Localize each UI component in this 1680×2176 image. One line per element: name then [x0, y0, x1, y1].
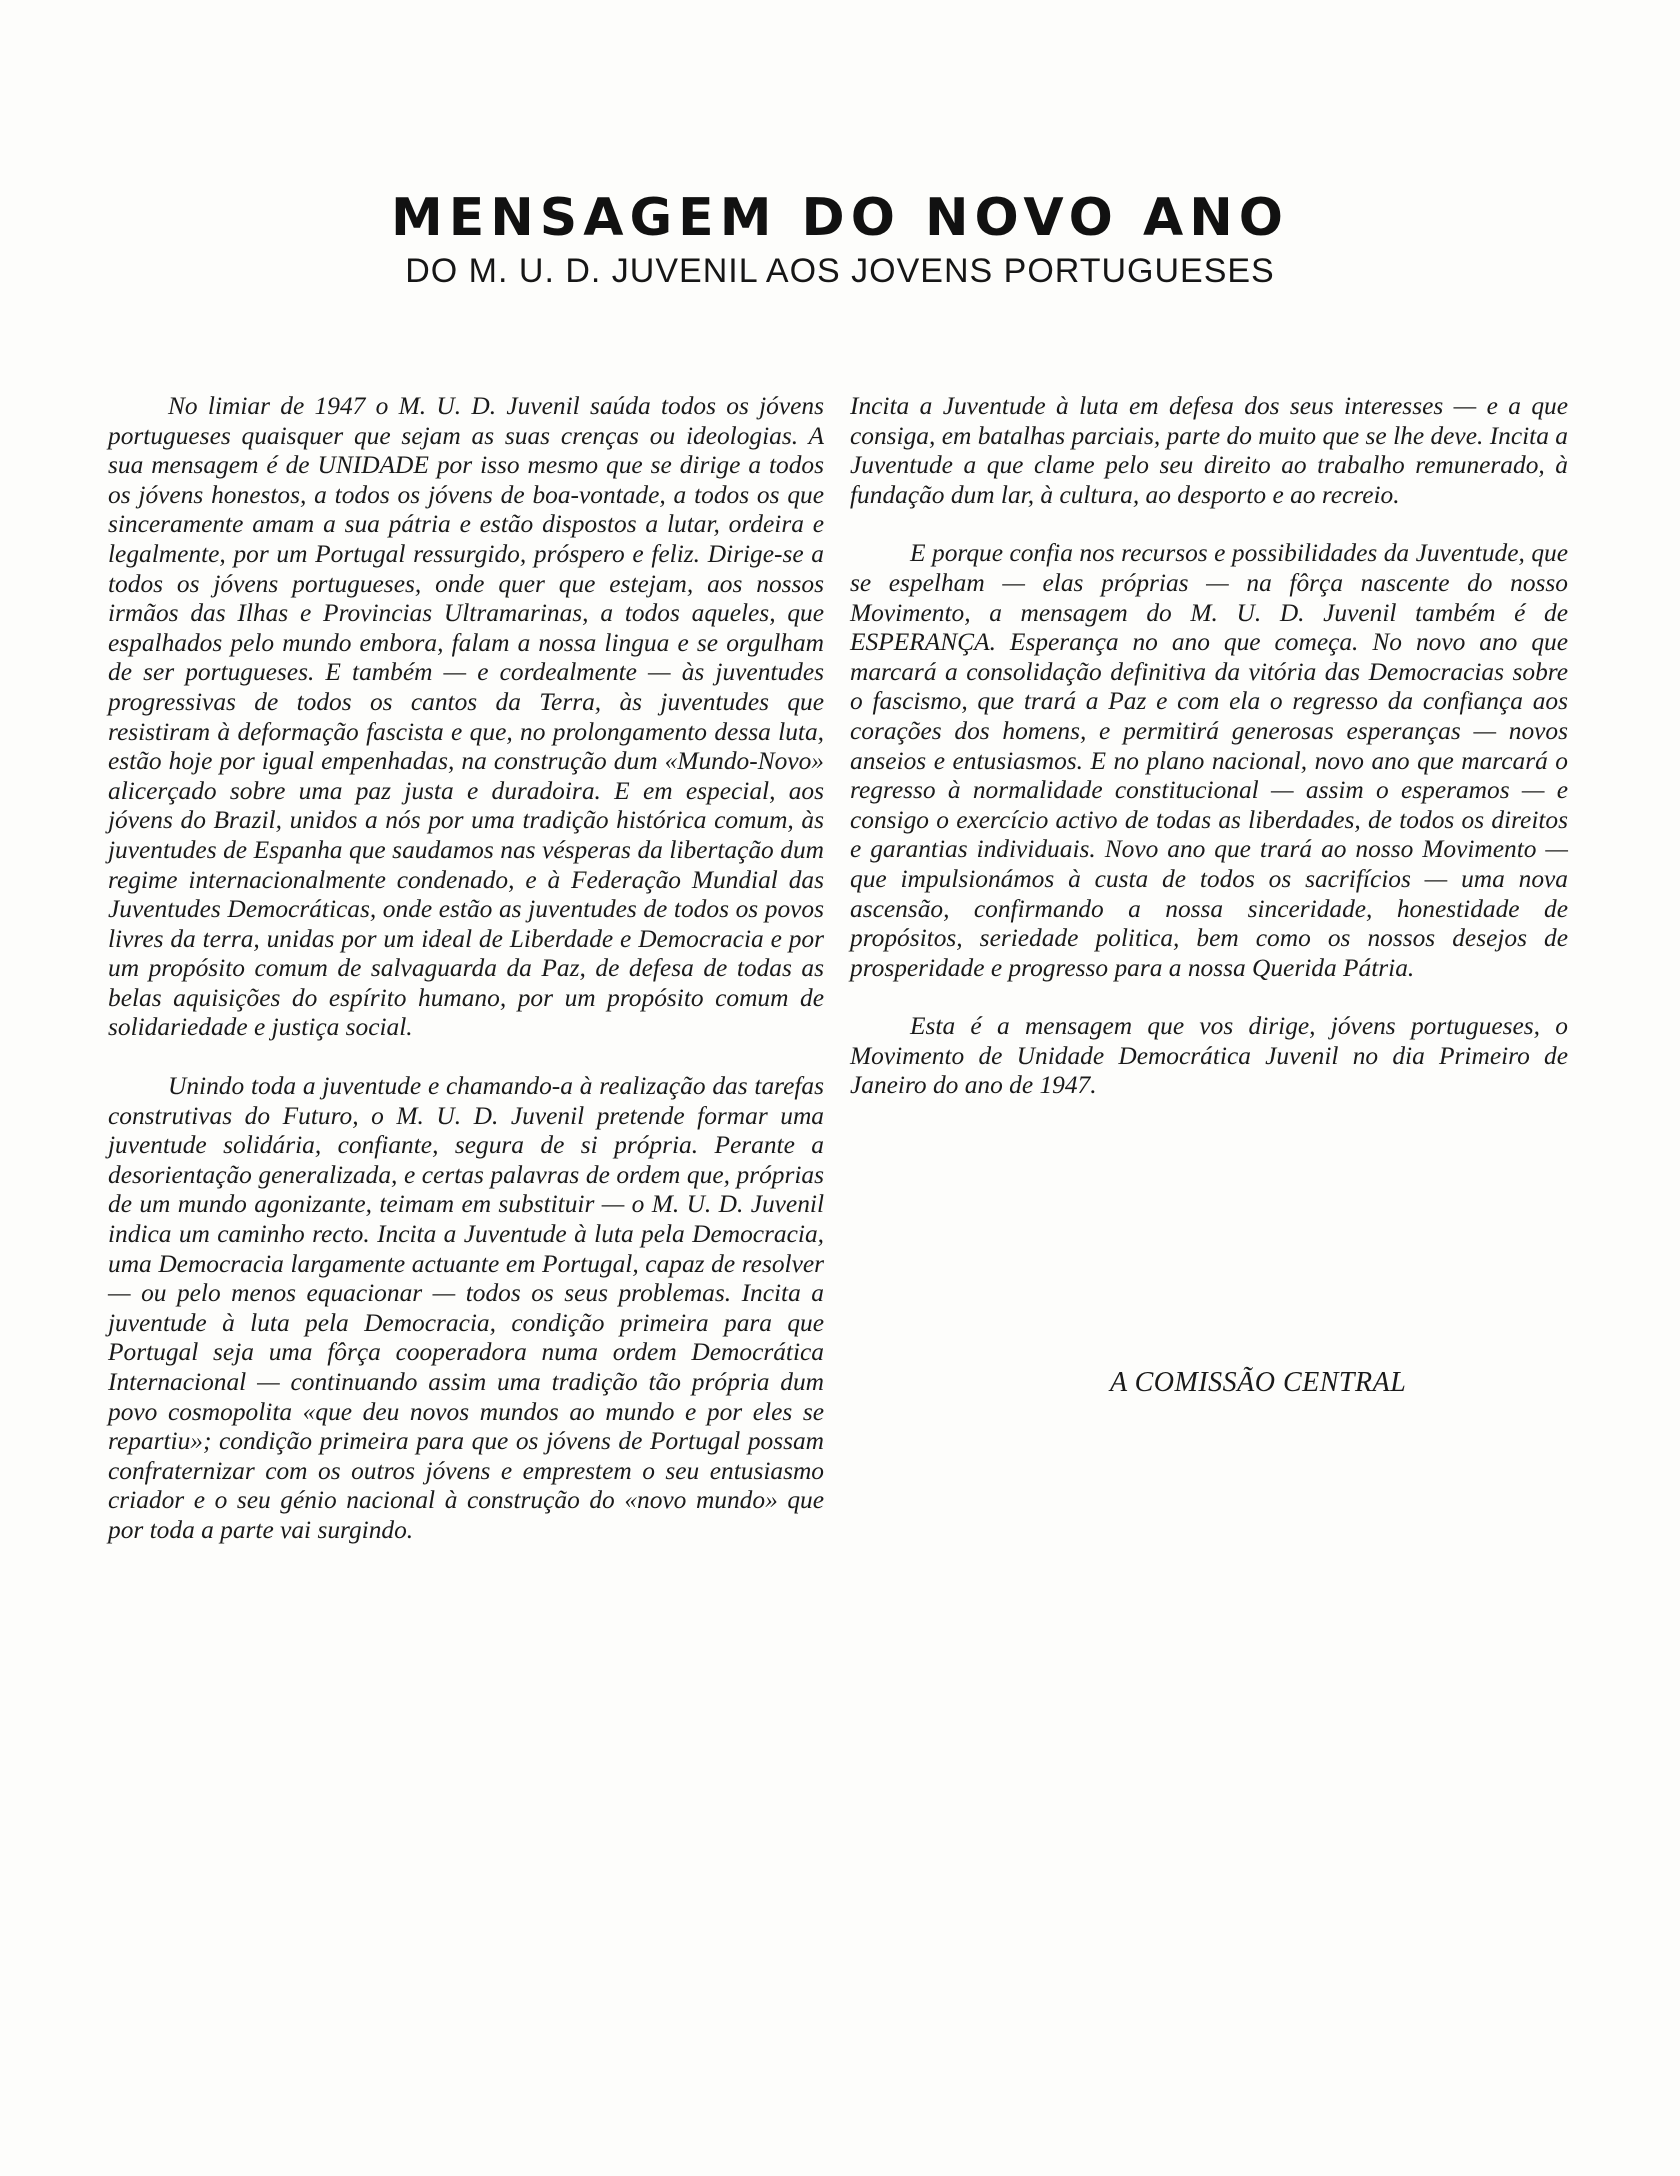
paragraph: No limiar de 1947 o M. U. D. Juvenil saúda todos os jóvens portugueses quaisquer que sejam as suas crenças ou ideologias. A sua mensagem é de UNIDADE por isso mesmo que se dirige a todos os jóvens honestos, a todos os jóvens de boa-vontade, a todos os que sinceramente amam a sua pátria e estão dispostos a lutar, ordeira e legalmente, por um Portugal ressurgido, próspero e feliz. Dirige-se a todos os jóvens portugueses, onde quer que estejam, aos nossos irmãos das Ilhas e Provincias Ultramarinas, a todos aqueles, que espalhados pelo mundo embora, falam a nossa lingua e se orgulham de ser portugueses. E também — e cordealmente — às juventudes progressivas de todos os cantos da Terra, às juventudes que resistiram à deformação fascista e que, no prolongamento dessa luta, estão hoje por igual empenhadas, na construção dum «Mundo-Novo» alicerçado sobre uma paz justa e duradoira. E em especial, aos jóvens do Brazil, unidos a nós por uma tradição histórica comum, às juventudes de Espanha que saudamos nas vésperas da libertação dum regime internacionalmente condenado, e à Federação Mundial das Juventudes Democráticas, onde estão as juventudes de todos os povos livres da terra, unidas por um ideal de Liberdade e Democracia e por um propósito comum de salvaguarda da Paz, de defesa de todas as belas aquisições do espírito humano, por um propósito comum de solidariedade e justiça social. — [108, 392, 824, 1042]
left-column — [108, 392, 824, 1575]
page-subtitle: DO M. U. D. JUVENIL AOS JOVENS PORTUGUESES — [405, 252, 1275, 290]
signature: A COMISSÃO CENTRAL — [1110, 1367, 1407, 1398]
paragraph: Esta é a mensagem que vos dirige, jóvens portugueses, o Movimento de Unidade Democrática Juvenil no dia Primeiro de Janeiro do ano de 1947. — [850, 1012, 1568, 1100]
paragraph: Incita a Juventude à luta em defesa dos seus interesses — e a que consiga, em batalhas parciais, parte do muito que se lhe deve. Incita a Juventude a que clame pelo seu direito ao trabalho remunerado, à fundação dum lar, à cultura, ao desporto e ao recreio. — [850, 392, 1568, 509]
paragraph: Unindo toda a juventude e chamando-a à realização das tarefas construtivas do Futuro, o M. U. D. Juvenil pretende formar uma juventude solidária, confiante, segura de si própria. Perante a desorientação generalizada, e certas palavras de ordem que, próprias de um mundo agonizante, teimam em substituir — o M. U. D. Juvenil indica um caminho recto. Incita a Juventude à luta pela Democracia, uma Democracia largamente actuante em Portugal, capaz de resolver — ou pelo menos equacionar — todos os seus problemas. Incita a juventude à luta pela Democracia, condição primeira para que Portugal seja uma fôrça cooperadora numa ordem Democrática Internacional — continuando assim uma tradição tão própria dum povo cosmopolita «que deu novos mundos ao mundo e por eles se repartiu»; condição primeira para que os jóvens de Portugal possam confraternizar com os outros jóvens e emprestem o seu entusiasmo criador e o seu génio nacional à construção do «novo mundo» que por toda a parte vai surgindo. — [108, 1072, 824, 1544]
page-title: MENSAGEM DO NOVO ANO — [391, 188, 1289, 248]
paragraph: E porque confia nos recursos e possibilidades da Juventude, que se espelham — elas próprias — na fôrça nascente do nosso Movimento, a mensagem do M. U. D. Juvenil também é de ESPERANÇA. Esperança no ano que começa. No novo ano que marcará a consolidação definitiva da vitória das Democracias sobre o fascismo, que trará a Paz e com ela o regresso da confiança aos corações dos homens, e permitirá generosas esperanças — novos anseios e entusiasmos. E no plano nacional, novo ano que marcará o regresso à normalidade constitucional — assim o esperamos — e consigo o exercício activo de todas as liberdades, de todos os direitos e garantias individuais. Novo ano que trará ao nosso Movimento — que impulsionámos à custa de todos os sacrifícios — uma nova ascensão, confirmando a nossa sinceridade, honestidade de propósitos, seriedade politica, bem como os nossos desejos de prosperidade e progresso para a nossa Querida Pátria. — [850, 539, 1568, 982]
right-column — [850, 392, 1568, 1130]
